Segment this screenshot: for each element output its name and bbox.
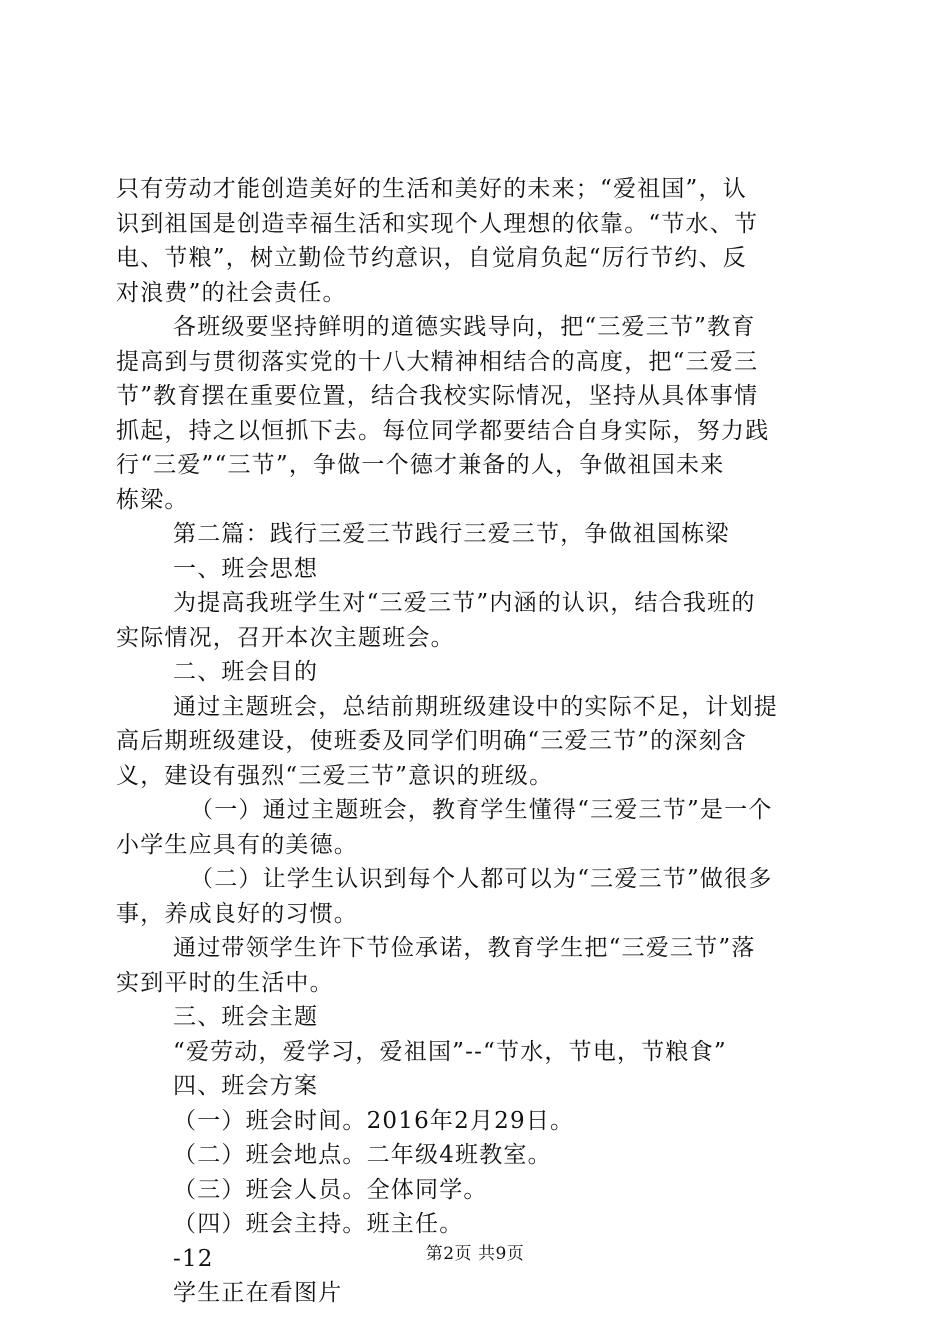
text-line: 高后期班级建设，使班委及同学们明确“三爱三节”的深刻含 xyxy=(116,728,747,754)
text-line: 电、节粮”，树立勤俭节约意识，自觉肩负起“厉行节约、反 xyxy=(116,245,747,271)
section-heading: 三、班会主题 xyxy=(173,1004,319,1030)
text-line: 节”教育摆在重要位置，结合我校实际情况，坚持从具体事情 xyxy=(116,383,759,409)
list-item: （二）班会地点。二年级4班教室。 xyxy=(173,1142,552,1168)
paragraph-start: 为提高我班学生对“三爱三节”内涵的认识，结合我班的 xyxy=(173,590,756,616)
text-line: 事，养成良好的习惯。 xyxy=(116,900,358,927)
text-line: 小学生应具有的美德。 xyxy=(116,831,358,858)
text-line: 抓起，持之以恒抓下去。每位同学都要结合自身实际，努力践 xyxy=(116,417,770,444)
text-line: 实际情况，召开本次主题班会。 xyxy=(116,624,455,651)
text-line: 对浪费”的社会责任。 xyxy=(116,279,347,306)
theme-line: “爱劳动，爱学习，爱祖国”--“节水，节电，节粮食” xyxy=(173,1038,727,1065)
text-line: 栋梁。 xyxy=(116,486,189,513)
paragraph-start: 通过主题班会，总结前期班级建设中的实际不足，计划提 xyxy=(173,693,778,720)
text-line: 义，建设有强烈“三爱三节”意识的班级。 xyxy=(116,762,554,789)
text-line: 提高到与贯彻落实党的十八大精神相结合的高度，把“三爱三 xyxy=(116,348,759,375)
image-caption: 学生正在看图片 xyxy=(173,1280,343,1306)
list-item: （四）班会主持。班主任。 xyxy=(173,1211,464,1237)
list-item: （一）通过主题班会，教育学生懂得“三爱三节”是一个 xyxy=(190,797,773,823)
section-heading: 二、班会目的 xyxy=(173,659,319,685)
section-heading: 四、班会方案 xyxy=(173,1073,319,1099)
list-item: （三）班会人员。全体同学。 xyxy=(173,1176,488,1203)
text-line: -12 xyxy=(173,1245,214,1272)
paragraph-start: 通过带领学生许下节俭承诺，教育学生把“三爱三节”落 xyxy=(173,935,756,961)
paragraph-start: 各班级要坚持鲜明的道德实践导向，把“三爱三节”教育 xyxy=(173,314,756,340)
text-line: 识到祖国是创造幸福生活和实现个人理想的依靠。“节水、节 xyxy=(116,210,759,237)
document-body xyxy=(116,172,834,1311)
page-footer: 第2页 共9页 xyxy=(425,1244,525,1264)
text-line: 只有劳动才能创造美好的生活和美好的未来；“爱祖国”，认 xyxy=(116,176,747,202)
section-heading: 第二篇：践行三爱三节践行三爱三节，争做祖国栋梁 xyxy=(173,521,730,547)
list-item: （一）班会时间。2016年2月29日。 xyxy=(173,1107,575,1134)
section-heading: 一、班会思想 xyxy=(173,555,319,582)
text-line: 行“三爱”“三节”，争做一个德才兼备的人，争做祖国未来 xyxy=(116,452,725,478)
text-line: 实到平时的生活中。 xyxy=(116,969,334,996)
list-item: （二）让学生认识到每个人都可以为“三爱三节”做很多 xyxy=(190,866,773,892)
